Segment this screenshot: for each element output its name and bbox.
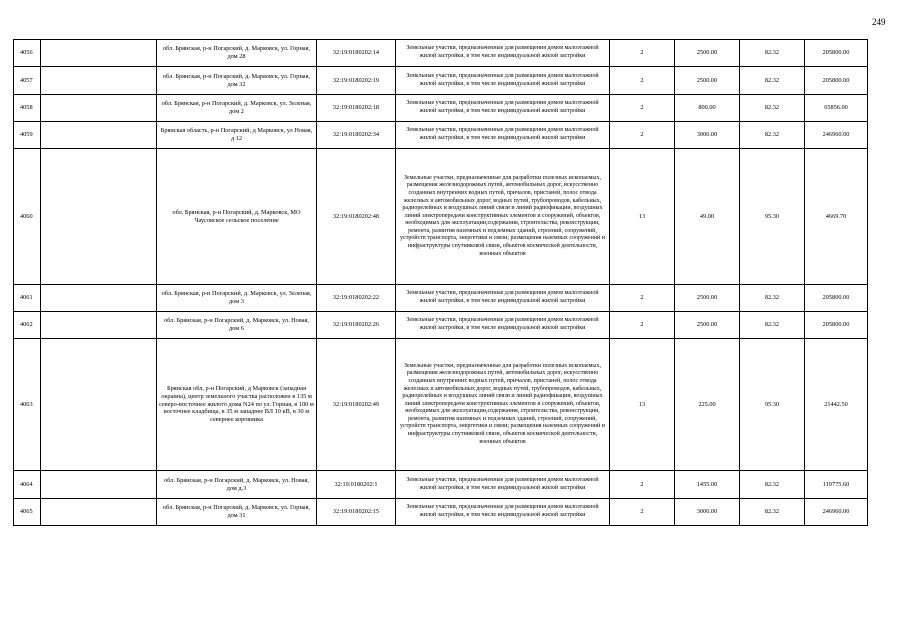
value-cell: 205800.00 <box>805 285 868 312</box>
table-row <box>14 339 868 471</box>
cadastral-number-cell: 32:19:0180202:49 <box>317 339 396 471</box>
row-number: 4062 <box>14 312 41 339</box>
area-cell: 3000.00 <box>675 499 740 526</box>
purpose-cell: Земельные участки, предназначенные для размещения домов малоэтажной жилой застройки, в том числе индивидуальной жилой застройки <box>396 499 610 526</box>
table-row <box>14 312 868 339</box>
cadastral-number-cell: 32:19:0180202:14 <box>317 40 396 67</box>
value-cell: 21442.50 <box>805 339 868 471</box>
rate-cell: 82.32 <box>740 122 805 149</box>
rate-cell: 82.32 <box>740 471 805 499</box>
address-cell: Брянская обл, р-н Погарский, д Марковск (западная окраина), центр земельного участка расположен в 135 м северо-восточнее жилого дома N24 по ул. Горная, в 100 м восточнее кладбища, в 35 м западнее ВЛ 10 кВ, в 30 м севернее коровника <box>157 339 317 471</box>
spacer-cell <box>41 499 157 526</box>
address-cell: обл. Брянская, р-н Погарский, д. Марковск, ул. Горная, дом 31 <box>157 499 317 526</box>
table-row <box>14 122 868 149</box>
area-cell: 800.00 <box>675 95 740 122</box>
address-cell: обл. Брянская, р-н Погарский, д. Марковск, ул. Зеленая, дом 2 <box>157 95 317 122</box>
purpose-cell: Земельные участки, предназначенные для размещения домов малоэтажной жилой застройки, в том числе индивидуальной жилой застройки <box>396 312 610 339</box>
group-cell: 2 <box>610 285 675 312</box>
table-row <box>14 471 868 499</box>
table-row <box>14 499 868 526</box>
spacer-cell <box>41 122 157 149</box>
rate-cell: 82.32 <box>740 499 805 526</box>
group-cell: 13 <box>610 339 675 471</box>
purpose-cell: Земельные участки, предназначенные для разработки полезных ископаемых, размещения железнодорожных путей, автомобильных дорог, искусственно созданных внутренних водных путей, причалов, пристаней, полос отвода железных и автомобильных дорог, водных путей, трубопроводов, кабельных, радиорелейных и воздушных линий связи и линий радиофикации, воздушных линий электропередачи конструктивных элементов и сооружений, объектов, необходимых для эксплуатации,содержания, строительства, реконструкции, ремонта, развития наземных и подземных зданий, строений, сооружений, устройств транспорта, энергетики и связи; размещения наземных сооружений и инфраструктуры спутниковой связи, объектов космической деятельности, военных объектов <box>396 149 610 285</box>
cadastral-number-cell: 32:19:0180202:26 <box>317 312 396 339</box>
spacer-cell <box>41 312 157 339</box>
cadastral-number-cell: 32:19:0180202:1 <box>317 471 396 499</box>
rate-cell: 82.32 <box>740 285 805 312</box>
area-cell: 49.00 <box>675 149 740 285</box>
area-cell: 2500.00 <box>675 67 740 95</box>
group-cell: 2 <box>610 312 675 339</box>
group-cell: 2 <box>610 499 675 526</box>
area-cell: 3000.00 <box>675 122 740 149</box>
group-cell: 13 <box>610 149 675 285</box>
group-cell: 2 <box>610 122 675 149</box>
address-cell: обл. Брянская, р-н Погарский, д. Марковск, МО Чаусовское сельское поселение <box>157 149 317 285</box>
value-cell: 205800.00 <box>805 312 868 339</box>
spacer-cell <box>41 285 157 312</box>
table-row <box>14 67 868 95</box>
purpose-cell: Земельные участки, предназначенные для размещения домов малоэтажной жилой застройки, в том числе индивидуальной жилой застройки <box>396 471 610 499</box>
address-cell: обл. Брянская, р-н Погарский, д. Марковск, ул. Зеленая, дом 3 <box>157 285 317 312</box>
cadastral-number-cell: 32:19:0180202:15 <box>317 499 396 526</box>
row-number: 4064 <box>14 471 41 499</box>
address-cell: обл. Брянская, р-н Погарский, д. Марковск, ул. Горная, дом 32 <box>157 67 317 95</box>
area-cell: 225.00 <box>675 339 740 471</box>
value-cell: 4669.70 <box>805 149 868 285</box>
cadastral-value-table <box>13 39 868 526</box>
rate-cell: 95.30 <box>740 149 805 285</box>
value-cell: 65856.00 <box>805 95 868 122</box>
value-cell: 246960.00 <box>805 499 868 526</box>
area-cell: 2500.00 <box>675 312 740 339</box>
purpose-cell: Земельные участки, предназначенные для размещения домов малоэтажной жилой застройки, в том числе индивидуальной жилой застройки <box>396 122 610 149</box>
spacer-cell <box>41 40 157 67</box>
row-number: 4063 <box>14 339 41 471</box>
area-cell: 2500.00 <box>675 40 740 67</box>
rate-cell: 82.32 <box>740 312 805 339</box>
purpose-cell: Земельные участки, предназначенные для разработки полезных ископаемых, размещения железнодорожных путей, автомобильных дорог, искусственно созданных внутренних водных путей, причалов, пристаней, полос отвода железных и автомобильных дорог, водных путей, трубопроводов, кабельных, радиорелейных и воздушных линий связи и линий радиофикации, воздушных линий электропередачи конструктивных элементов и сооружений, объектов, необходимых для эксплуатации,содержания, строительства, реконструкции, ремонта, развития наземных и подземных зданий, строений, сооружений, устройств транспорта, энергетики и связи; размещения наземных сооружений и инфраструктуры спутниковой связи, объектов космической деятельности, военных объектов <box>396 339 610 471</box>
group-cell: 2 <box>610 471 675 499</box>
row-number: 4061 <box>14 285 41 312</box>
value-cell: 119775.60 <box>805 471 868 499</box>
value-cell: 205800.00 <box>805 40 868 67</box>
row-number: 4059 <box>14 122 41 149</box>
group-cell: 2 <box>610 40 675 67</box>
table-row <box>14 285 868 312</box>
cadastral-number-cell: 32:19:0180202:48 <box>317 149 396 285</box>
address-cell: обл. Брянская, р-н Погарский, д. Марковск, ул. Новая, дом д.3 <box>157 471 317 499</box>
row-number: 4060 <box>14 149 41 285</box>
table-row <box>14 95 868 122</box>
cadastral-number-cell: 32:19:0180202:34 <box>317 122 396 149</box>
table-row <box>14 149 868 285</box>
area-cell: 2500.00 <box>675 285 740 312</box>
cadastral-number-cell: 32:19:0180202:19 <box>317 67 396 95</box>
spacer-cell <box>41 95 157 122</box>
address-cell: Брянская область, р-н Погарский, д Марковск, ул Новая, д 12 <box>157 122 317 149</box>
value-cell: 205800.00 <box>805 67 868 95</box>
area-cell: 1455.00 <box>675 471 740 499</box>
rate-cell: 95.30 <box>740 339 805 471</box>
address-cell: обл. Брянская, р-н Погарский, д. Марковск, ул. Новая, дом 6 <box>157 312 317 339</box>
cadastral-number-cell: 32:19:0180202:18 <box>317 95 396 122</box>
spacer-cell <box>41 339 157 471</box>
purpose-cell: Земельные участки, предназначенные для размещения домов малоэтажной жилой застройки, в том числе индивидуальной жилой застройки <box>396 40 610 67</box>
page-number: 249 <box>872 17 886 27</box>
row-number: 4056 <box>14 40 41 67</box>
group-cell: 2 <box>610 95 675 122</box>
spacer-cell <box>41 471 157 499</box>
rate-cell: 82.32 <box>740 67 805 95</box>
spacer-cell <box>41 67 157 95</box>
table-row <box>14 40 868 67</box>
row-number: 4057 <box>14 67 41 95</box>
rate-cell: 82.32 <box>740 40 805 67</box>
purpose-cell: Земельные участки, предназначенные для размещения домов малоэтажной жилой застройки, в том числе индивидуальной жилой застройки <box>396 67 610 95</box>
group-cell: 2 <box>610 67 675 95</box>
cadastral-number-cell: 32:19:0180202:22 <box>317 285 396 312</box>
row-number: 4058 <box>14 95 41 122</box>
spacer-cell <box>41 149 157 285</box>
rate-cell: 82.32 <box>740 95 805 122</box>
value-cell: 246960.00 <box>805 122 868 149</box>
row-number: 4065 <box>14 499 41 526</box>
purpose-cell: Земельные участки, предназначенные для размещения домов малоэтажной жилой застройки, в том числе индивидуальной жилой застройки <box>396 285 610 312</box>
purpose-cell: Земельные участки, предназначенные для размещения домов малоэтажной жилой застройки, в том числе индивидуальной жилой застройки <box>396 95 610 122</box>
address-cell: обл. Брянская, р-н Погарский, д. Марковск, ул. Горная, дом 28 <box>157 40 317 67</box>
